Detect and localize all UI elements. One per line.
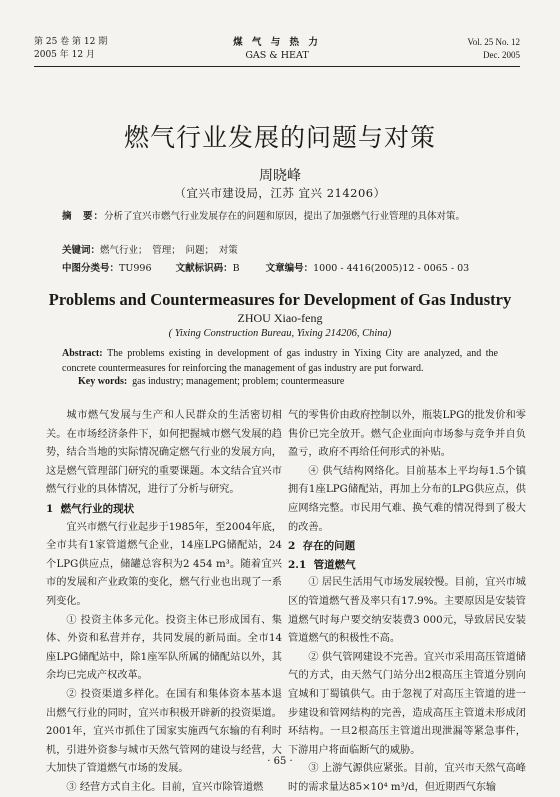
abstract-label: 摘 要： bbox=[62, 211, 105, 222]
page-number: · 65 · bbox=[267, 756, 293, 767]
section-title: 存在的问题 bbox=[302, 540, 356, 553]
paragraph: ③ 上游气源供应紧张。目前，宜兴市天然气高峰时的需求量达85×10⁴ m³/d，但近期西气东输 bbox=[288, 763, 526, 793]
english-abstract-label: Abstract: bbox=[62, 348, 103, 359]
section-heading-1 bbox=[46, 500, 282, 519]
paragraph: 气的零售价由政府控制以外，瓶装LPG的批发价和零售价已完全放开。燃气企业面向市场参与竞争并自负盈亏，政府不再给任何形式的补贴。 bbox=[288, 410, 526, 459]
paper-affiliation: （宜兴市建设局，江苏 宜兴 214206） bbox=[174, 186, 386, 200]
header-date-cn: 2005 年 12 月 bbox=[34, 50, 95, 60]
article-id-value: 1000 - 4416(2005)12 - 0065 - 03 bbox=[313, 263, 470, 274]
abstract-cn bbox=[62, 208, 498, 225]
paragraph: 宜兴市燃气行业起步于1985年，至2004年底，全市共有1家管道燃气企业，14座LPG储配站，24个LPG供应点，储罐总容积为2 454 m³。随着宜兴市的发展和产业政策的变化，燃气行业也出现了一系列变化。 bbox=[46, 521, 282, 607]
english-title: Problems and Countermeasures for Development of Gas Industry bbox=[48, 290, 512, 309]
clc-label: 中图分类号： bbox=[62, 263, 120, 274]
header-journal bbox=[34, 36, 520, 62]
doc-code-label: 文献标识码： bbox=[175, 263, 233, 274]
paragraph: ③ 经营方式自主化。目前，宜兴市除管道燃 bbox=[66, 781, 264, 793]
running-header bbox=[34, 36, 520, 67]
abstract-text: 分析了宜兴市燃气行业发展存在的问题和原因，提出了加强燃气行业管理的具体对策。 bbox=[104, 211, 466, 222]
header-date-en: Dec. 2005 bbox=[483, 50, 520, 60]
paragraph: 城市燃气发展与生产和人民群众的生活密切相关。在市场经济条件下，如何把握城市燃气发展的趋势，结合当地的实际情况确定燃气行业的发展方向，这是燃气管理部门研究的重要课题。本文结合宜兴市燃气行业的具体情况，进行了分析与研究。 bbox=[46, 410, 282, 496]
header-volume-en bbox=[467, 36, 520, 62]
subsection-title: 管道燃气 bbox=[313, 558, 356, 571]
paper-author: 周晓峰 bbox=[259, 168, 301, 184]
paragraph: ② 投资渠道多样化。在国有和集体资本基本退出燃气行业的同时，宜兴市积极开辟新的投资渠道。2001年，宜兴市抓住了国家实施西气东输的有利时机，引进外资参与城市天然气管网的建设与经营，大大加快了管道燃气市场的发展。 bbox=[46, 688, 282, 775]
english-abstract bbox=[62, 346, 498, 376]
section-number: 2 bbox=[288, 540, 296, 553]
journal-name-cn: 煤 气 与 热 力 bbox=[233, 37, 321, 48]
english-affiliation: ( Yixing Construction Bureau, Yixing 214206, China) bbox=[168, 328, 392, 339]
paragraph: ② 供气管网建设不完善。宜兴市采用高压管道储气的方式，由天然气门站分出2根高压主管道分别向宜城和丁蜀镇供气。由于忽视了对高压主管道的进一步建设和管网结构的完善，造成高压主管道未形成闭环结构。一旦2根高压主管道出现泄漏等紧急事件，下游用户将面临断气的威胁。 bbox=[288, 651, 526, 756]
english-author: ZHOU Xiao-feng bbox=[237, 311, 323, 325]
english-abstract-text: The problems existing in development of gas industry in Yixing City are analyzed, and the concrete countermeasures for reinforcing the management of gas industry are put forward. bbox=[62, 348, 498, 374]
english-keywords-text: gas industry; management; problem; countermeasure bbox=[132, 376, 345, 387]
paragraph: ④ 供气结构网络化。目前基本上平均每1.5个镇拥有1座LPG储配站，再加上分布的LPG供应点，供应网络完整。市民用气难、换气难的情况得到了极大的改善。 bbox=[288, 465, 526, 533]
paper-title: 燃气行业发展的问题与对策 bbox=[123, 123, 436, 152]
keywords-cn bbox=[62, 244, 520, 258]
subsection-number: 2.1 bbox=[288, 558, 307, 571]
clc-value: TU996 bbox=[119, 263, 152, 274]
body-column-left bbox=[46, 407, 282, 797]
header-volume-issue: 第 25 卷 第 12 期 bbox=[34, 37, 108, 47]
body-column-right bbox=[288, 407, 526, 797]
keywords-text: 燃气行业； 管理； 问题； 对策 bbox=[100, 245, 238, 256]
subsection-heading-2-1 bbox=[288, 556, 526, 575]
keywords-label: 关键词： bbox=[62, 245, 101, 256]
article-id-label: 文章编号： bbox=[265, 263, 314, 274]
english-keywords bbox=[78, 376, 520, 387]
doc-code-value: B bbox=[232, 263, 240, 274]
paragraph: ① 投资主体多元化。投资主体已形成国有、集体、外资和私营并存，共同发展的新局面。全市14座LPG储配站中，除1座军队所属的储配站以外，其余均已完成产权改革。 bbox=[46, 614, 282, 682]
paragraph: ① 居民生活用气市场发展较慢。目前，宜兴市城区的管道燃气普及率只有17.9%。主要原因是安装管道燃气时每户要交纳安装费3 000元，导致居民安装管道燃气的积极性不高。 bbox=[288, 577, 526, 645]
section-number: 1 bbox=[46, 502, 54, 515]
english-keywords-label: Key words: bbox=[78, 376, 128, 387]
journal-name-en: GAS & HEAT bbox=[245, 50, 309, 61]
section-title: 燃气行业的现状 bbox=[60, 502, 135, 515]
header-vol-no: Vol. 25 No. 12 bbox=[467, 37, 520, 47]
section-heading-2 bbox=[288, 537, 526, 556]
classification-row bbox=[62, 262, 520, 276]
